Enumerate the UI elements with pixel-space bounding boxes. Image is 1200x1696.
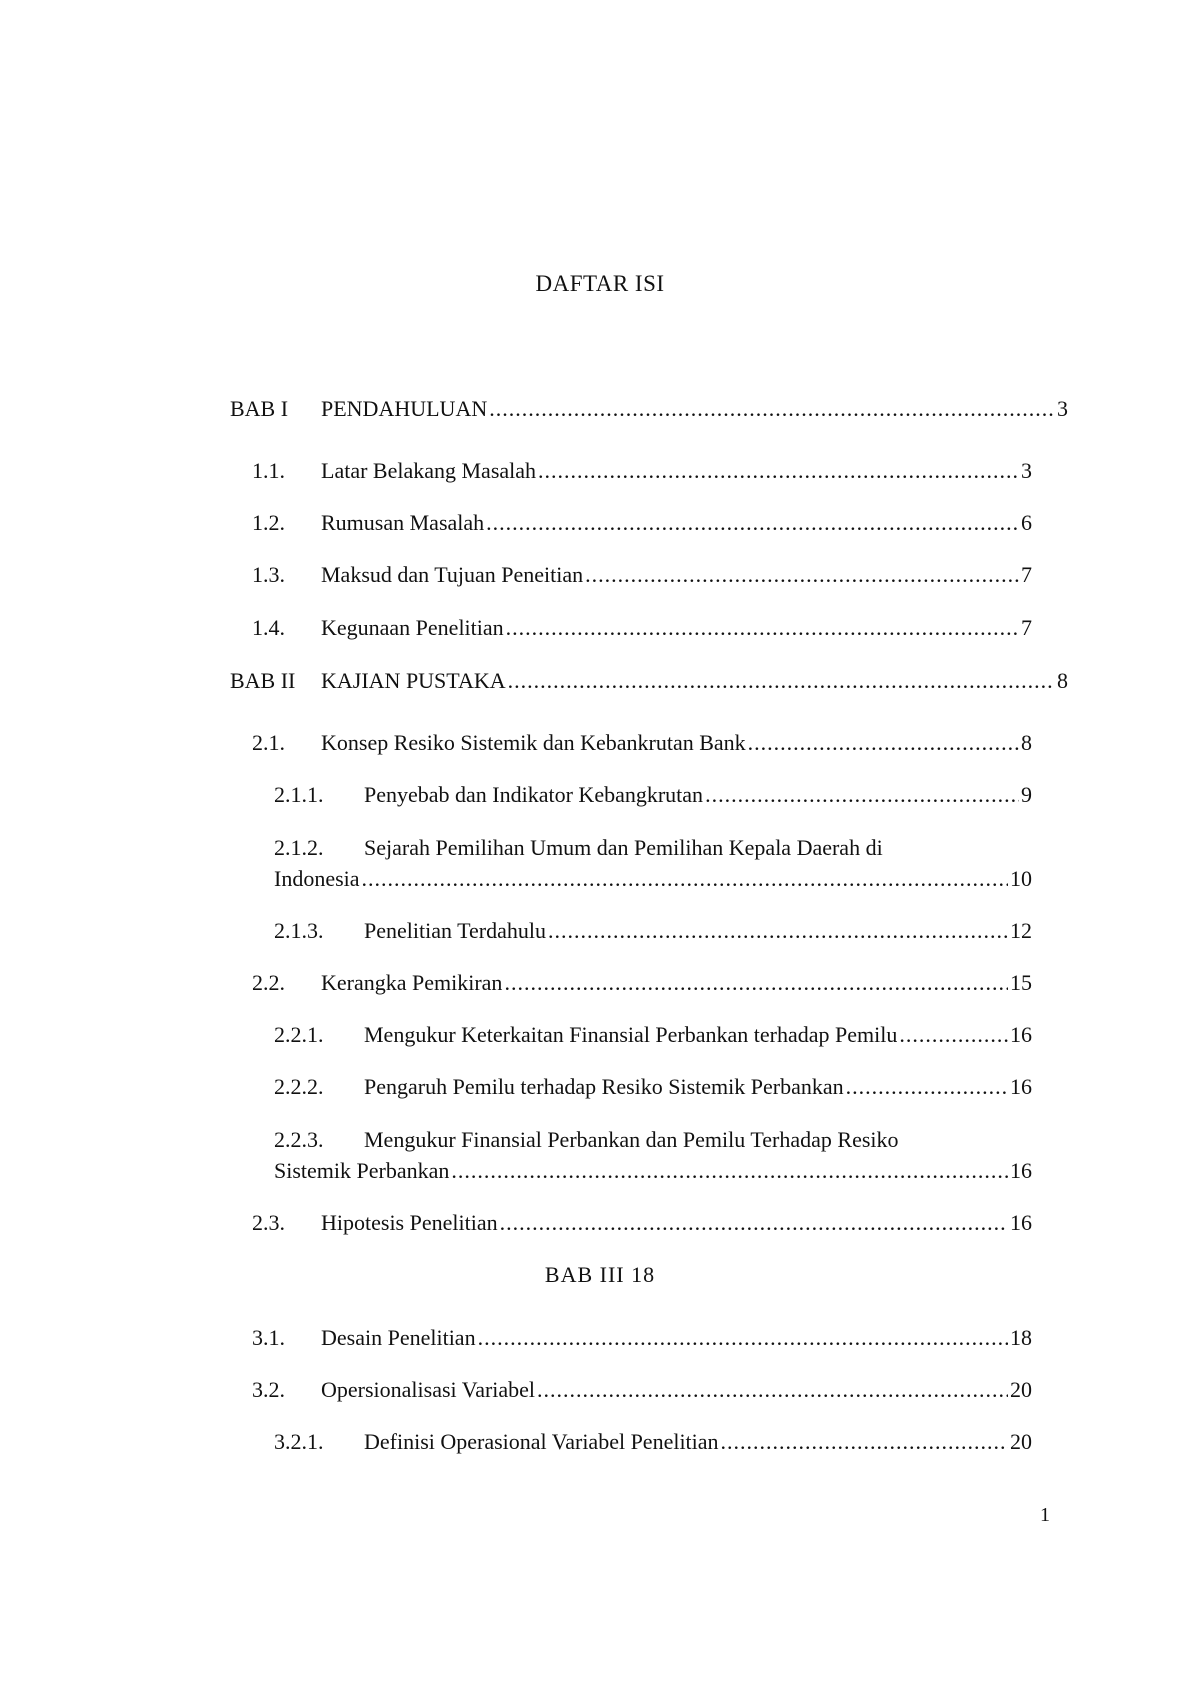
toc-entry-bab-3: BAB III 18 xyxy=(544,1262,656,1287)
toc-entry-label: Penyebab dan Indikator Kebangkrutan xyxy=(364,782,704,807)
dot-leader xyxy=(548,918,1008,944)
toc-entry-page: 7 xyxy=(1021,562,1032,587)
dot-leader xyxy=(451,1158,1008,1184)
dot-leader xyxy=(538,458,1019,484)
toc-entry-1-3 xyxy=(252,562,1032,594)
toc-entry-page: 15 xyxy=(1010,970,1032,995)
toc-entry-label: Konsep Resiko Sistemik dan Kebankrutan Bank xyxy=(321,730,746,755)
toc-entry-label: Kerangka Pemikiran xyxy=(321,970,503,995)
toc-entry-number: 2.2.3. xyxy=(274,1127,324,1152)
toc-entry-page: 9 xyxy=(1021,782,1032,807)
toc-entry-bab-1 xyxy=(230,396,1068,428)
dot-leader xyxy=(899,1022,1008,1048)
toc-entry-number: 2.1.2. xyxy=(274,835,324,860)
dot-leader xyxy=(537,1377,1008,1403)
toc-entry-label: Desain Penelitian xyxy=(321,1325,476,1350)
toc-entry-page: 7 xyxy=(1021,615,1032,640)
toc-entry-label: Pengaruh Pemilu terhadap Resiko Sistemik Perbankan xyxy=(364,1074,844,1099)
toc-entry-number: 2.2.2. xyxy=(274,1074,324,1099)
toc-entry-number: 3.2.1. xyxy=(274,1429,324,1454)
toc-entry-number: 1.1. xyxy=(252,458,285,483)
dot-leader xyxy=(748,730,1019,756)
toc-entry-2-1 xyxy=(252,730,1032,762)
toc-entry-page: 8 xyxy=(1057,668,1068,693)
toc-entry-3-2 xyxy=(252,1377,1032,1409)
toc-entry-number: 3.1. xyxy=(252,1325,285,1350)
toc-entry-number: BAB I xyxy=(230,396,289,421)
toc-entry-label: Mengukur Finansial Perbankan dan Pemilu Terhadap Resiko xyxy=(364,1127,899,1152)
toc-entry-label: Sejarah Pemilihan Umum dan Pemilihan Kepala Daerah di xyxy=(364,835,883,860)
toc-entry-1-2 xyxy=(252,510,1032,542)
toc-entry-2-1-3 xyxy=(274,918,1032,950)
toc-entry-3-1 xyxy=(252,1325,1032,1357)
dot-leader xyxy=(489,396,1055,422)
toc-entry-1-1 xyxy=(252,458,1032,490)
dot-leader xyxy=(478,1325,1008,1351)
toc-entry-label: Definisi Operasional Variabel Penelitian xyxy=(364,1429,719,1454)
toc-entry-label: Penelitian Terdahulu xyxy=(364,918,546,943)
dot-leader xyxy=(486,510,1019,536)
page-title: DAFTAR ISI xyxy=(535,271,665,296)
toc-entry-label: Opersionalisasi Variabel xyxy=(321,1377,536,1402)
toc-entry-label: KAJIAN PUSTAKA xyxy=(321,668,506,693)
dot-leader xyxy=(500,1210,1008,1236)
dot-leader xyxy=(504,970,1008,996)
toc-entry-bab-2 xyxy=(230,668,1068,700)
toc-entry-number: 2.1.3. xyxy=(274,918,324,943)
toc-entry-2-2 xyxy=(252,970,1032,1002)
toc-entry-number: 2.2.1. xyxy=(274,1022,324,1047)
toc-entry-label: Latar Belakang Masalah xyxy=(321,458,537,483)
toc-entry-label: Kegunaan Penelitian xyxy=(321,615,504,640)
toc-entry-2-2-3 xyxy=(274,1158,1032,1190)
toc-entry-number: 2.2. xyxy=(252,970,285,995)
toc-entry-2-2-2 xyxy=(274,1074,1032,1106)
toc-entry-page: 10 xyxy=(1010,866,1032,891)
toc-entry-2-1-2 xyxy=(274,866,1032,898)
toc-entry-2-1-1 xyxy=(274,782,1032,814)
toc-entry-label: Rumusan Masalah xyxy=(321,510,485,535)
toc-entry-page: 3 xyxy=(1021,458,1032,483)
footer-page-number: 1 xyxy=(1040,1504,1050,1526)
toc-entry-number: 1.4. xyxy=(252,615,285,640)
dot-leader xyxy=(506,615,1019,641)
toc-entry-label-continued: Sistemik Perbankan xyxy=(274,1158,450,1183)
dot-leader xyxy=(362,866,1008,892)
toc-entry-label: Maksud dan Tujuan Peneitian xyxy=(321,562,584,587)
toc-entry-page: 3 xyxy=(1057,396,1068,421)
toc-entry-page: 8 xyxy=(1021,730,1032,755)
toc-entry-label-continued: Indonesia xyxy=(274,866,360,891)
dot-leader xyxy=(721,1429,1008,1455)
toc-entry-label: PENDAHULUAN xyxy=(321,396,488,421)
toc-entry-page: 18 xyxy=(1010,1325,1032,1350)
toc-entry-2-1-2-first-line xyxy=(274,835,883,861)
toc-entry-page: 16 xyxy=(1010,1210,1032,1235)
toc-entry-label: Mengukur Keterkaitan Finansial Perbankan terhadap Pemilu xyxy=(364,1022,898,1047)
dot-leader xyxy=(508,668,1055,694)
toc-entry-page: 20 xyxy=(1010,1377,1032,1402)
toc-entry-number: BAB II xyxy=(230,668,296,693)
dot-leader xyxy=(846,1074,1008,1100)
toc-entry-page: 6 xyxy=(1021,510,1032,535)
toc-entry-number: 2.1. xyxy=(252,730,285,755)
toc-entry-number: 2.1.1. xyxy=(274,782,324,807)
toc-entry-page: 20 xyxy=(1010,1429,1032,1454)
dot-leader xyxy=(585,562,1019,588)
toc-entry-2-3 xyxy=(252,1210,1032,1242)
toc-entry-number: 3.2. xyxy=(252,1377,285,1402)
toc-entry-page: 16 xyxy=(1010,1074,1032,1099)
toc-entry-page: 12 xyxy=(1010,918,1032,943)
toc-entry-label: Hipotesis Penelitian xyxy=(321,1210,498,1235)
toc-entry-2-2-1 xyxy=(274,1022,1032,1054)
toc-entry-2-2-3-first-line xyxy=(274,1127,899,1153)
toc-entry-number: 2.3. xyxy=(252,1210,285,1235)
toc-entry-1-4 xyxy=(252,615,1032,647)
toc-entry-page: 16 xyxy=(1010,1022,1032,1047)
dot-leader xyxy=(705,782,1019,808)
toc-entry-number: 1.2. xyxy=(252,510,285,535)
toc-entry-number: 1.3. xyxy=(252,562,285,587)
toc-entry-3-2-1 xyxy=(274,1429,1032,1461)
toc-entry-page: 16 xyxy=(1010,1158,1032,1183)
